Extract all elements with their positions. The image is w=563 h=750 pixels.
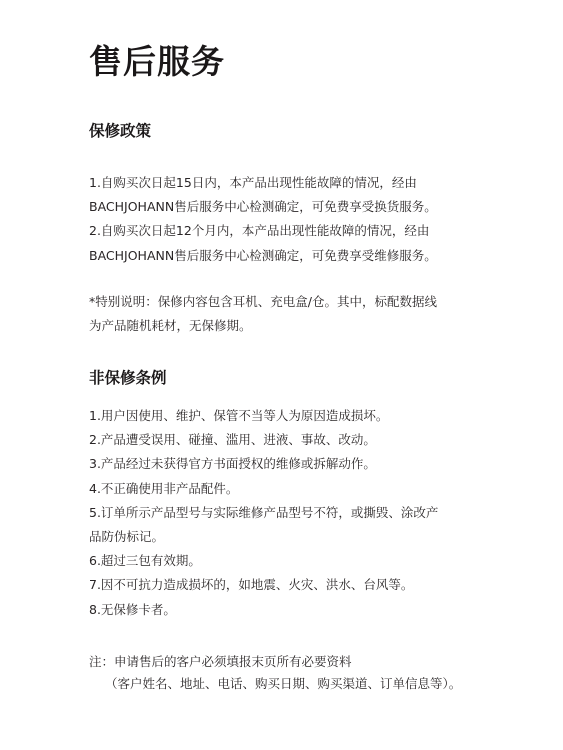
non-warranty-line-2: 2.产品遭受误用、碰撞、滥用、进液、事故、改动。 xyxy=(89,432,376,448)
non-warranty-line-5: 5.订单所示产品型号与实际维修产品型号不符，或撕毁、涂改产 xyxy=(89,504,439,520)
non-warranty-line-6: 品防伪标记。 xyxy=(89,528,165,544)
footer-note xyxy=(89,651,509,695)
warranty-line-1: 1.自购买次日起15日内，本产品出现性能故障的情况，经由 xyxy=(89,175,417,190)
footer-note-line-2: （客户姓名、地址、电话、购买日期、购买渠道、订单信息等）。 xyxy=(105,676,462,691)
warranty-policy-list xyxy=(89,171,489,268)
special-note xyxy=(89,290,489,338)
non-warranty-line-9: 8.无保修卡者。 xyxy=(89,601,176,617)
warranty-line-4: BACHJOHANN售后服务中心检测确定，可免费享受维修服务。 xyxy=(89,247,437,263)
special-note-line-1: *特别说明：保修内容包含耳机、充电盒/仓。其中，标配数据线 xyxy=(89,294,437,309)
footer-note-line-1: 注：申请售后的客户必须填报末页所有必要资料 xyxy=(89,654,352,669)
non-warranty-list xyxy=(89,404,489,622)
non-warranty-line-7: 6.超过三包有效期。 xyxy=(89,553,201,569)
non-warranty-line-1: 1.用户因使用、维护、保管不当等人为原因造成损坏。 xyxy=(89,408,389,423)
non-warranty-line-3: 3.产品经过未获得官方书面授权的维修或拆解动作。 xyxy=(89,456,376,472)
non-warranty-line-4: 4.不正确使用非产品配件。 xyxy=(89,480,239,496)
non-warranty-heading: 非保修条例 xyxy=(89,369,167,387)
warranty-policy-heading: 保修政策 xyxy=(89,122,152,140)
special-note-line-2: 为产品随机耗材，无保修期。 xyxy=(89,318,252,334)
warranty-line-2: BACHJOHANN售后服务中心检测确定，可免费享受换货服务。 xyxy=(89,199,437,215)
page-title: 售后服务 xyxy=(89,42,225,81)
warranty-line-3: 2.自购买次日起12个月内，本产品出现性能故障的情况，经由 xyxy=(89,223,430,239)
non-warranty-line-8: 7.因不可抗力造成损坏的，如地震、火灾、洪水、台风等。 xyxy=(89,577,414,593)
